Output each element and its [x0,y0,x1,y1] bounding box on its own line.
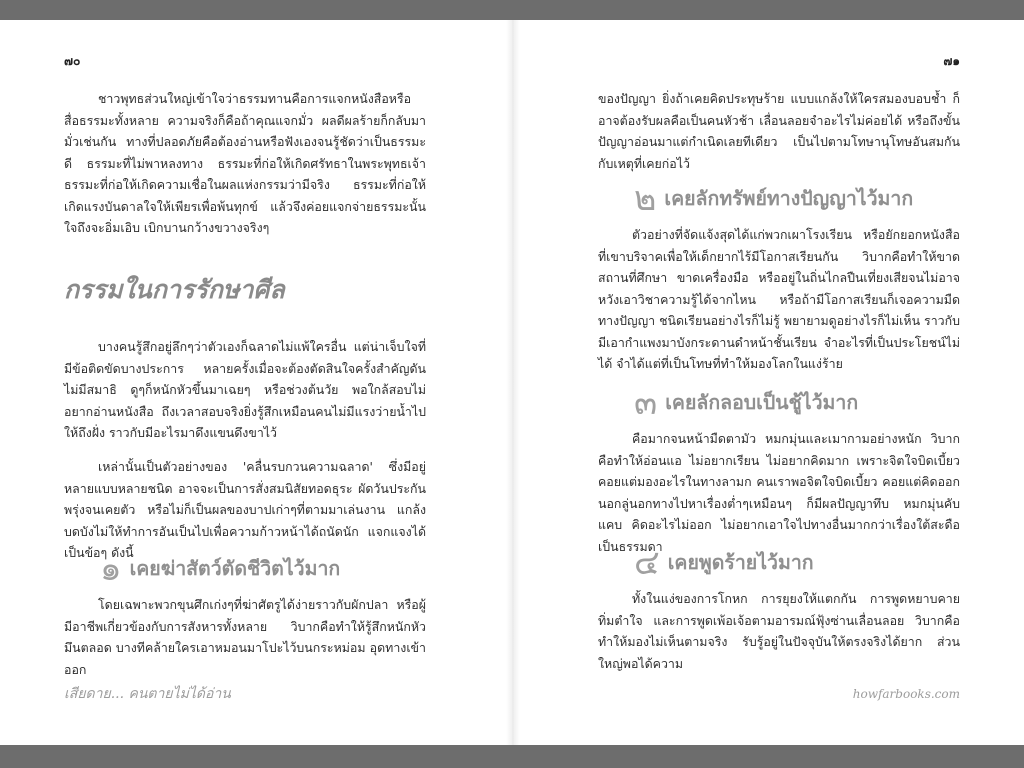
heading-1-number: ๑ [100,549,122,589]
paragraph-left-4: โดยเฉพาะพวกขุนศึกเก่งๆที่ฆ่าศัตรูได้ง่ายราวกับผักปลา หรือผู้มีอาชีพเกี่ยวข้องกับการสังหารทั้งหลาย วิบากคือทำให้รู้สึกหนักหัว มึนตลอด บางทีคล้ายใครเอาหมอนมาโปะไว้บนกระหม่อม อุดทางเข้าออก [64,597,426,677]
heading-3-text: เคยลักลอบเป็นชู้ไว้มาก [665,391,859,415]
paragraph-left-2: บางคนรู้สึกอยู่ลึกๆว่าตัวเองก็ฉลาดไม่แพ้ใครอื่น แต่น่าเจ็บใจที่มีข้อติดขัดบางประการ หลายครั้งเมื่อจะต้องตัดสินใจครั้งสำคัญดันไม่มีสมาธิ ดูๆก็หนักหัวขึ้นมาเฉยๆ หรือช่วงต้นวัย พอใกล้สอบไม่อยากอ่านหนังสือ ถึงเวลาสอบจริงยิ่งรู้สึกเหมือนคนไม่มีแรงว่ายน้ำไปให้ถึงฝั่ง ราวกับมีอะไรมาดึงแขนดึงขาไว้ [64,339,426,440]
heading-2-text: เคยลักทรัพย์ทางปัญญาไว้มาก [664,187,914,211]
page-number-left: ๗๐ [64,54,81,68]
section-title: กรรมในการรักษาศีล [64,275,285,304]
heading-3-number: ๓ [634,383,658,423]
bottom-frame-bar [0,745,1024,768]
heading-3 [634,383,859,423]
heading-4 [634,543,814,583]
page-number-right: ๗๑ [943,54,960,68]
heading-1 [100,549,341,589]
intro-paragraph: ชาวพุทธส่วนใหญ่เข้าใจว่าธรรมทานคือการแจกหนังสือหรือสื่อธรรมะทั้งหลาย ความจริงก็คือถ้าคุณแจกมั่ว ผลดีผลร้ายก็กลับมามั่วเช่นกัน ทางที่ปลอดภัยคือต้องอ่านหรือฟังเองจนรู้ชัดว่าเป็นธรรมะดี ธรรมะที่ไม่พาหลงทาง ธรรมะที่ก่อให้เกิดศรัทธาในพระพุทธเจ้า ธรรมะที่ก่อให้เกิดความเชื่อในผลแห่งกรรมว่ามีจริง ธรรมะที่ก่อให้เกิดแรงบันดาลใจให้เพียรเพื่อพ้นทุกข์ แล้วจึงค่อยแจกจ่ายธรรมะนั้น ใจถึงจะอิ่มเอิบ เบิกบานกว้างขวางจริงๆ [64,91,426,235]
heading-2 [634,179,914,219]
heading-1-text: เคยฆ่าสัตว์ตัดชีวิตไว้มาก [129,557,341,581]
paragraph-left-3: เหล่านั้นเป็นตัวอย่างของ 'คลื่นรบกวนความฉลาด' ซึ่งมีอยู่หลายแบบหลายชนิด อาจจะเป็นการสั่งสมนิสัยทอดธุระ ผัดวันประกันพรุ่งจนเคยตัว หรือไม่ก็เป็นผลของบาปเก่าๆที่ตามมาเล่นงาน แกล้งบดบังไม่ให้ทำการอันเป็นไปเพื่อความก้าวหน้าได้ถนัดนัก แจกแจงได้เป็นข้อๆ ดังนี้ [64,459,426,560]
footer-book-title: เสียดาย... คนตายไม่ได้อ่าน [64,686,231,702]
paragraph-right-3: คือมากจนหน้ามืดตามัว หมกมุ่นและเมากามอย่างหนัก วิบากคือทำให้อ่อนแอ ไม่อยากเรียน ไม่อยากคิดมาก เพราะจิตใจบิดเบี้ยว คอยแต่มองอะไรในทางลามก คนเราพอจิตใจบิดเบี้ยว คอยแต่คิดออกนอกลู่นอกทางไปหาเรื่องต่ำๆเหมือนๆ ก็มีผลปัญญาทึบ หมกมุ่นคับแคบ คิดอะไรไม่ออก ไม่อยากเอาใจไปทางอื่นมากกว่าเรื่องใต้สะดือเป็นธรรมดา [598,431,960,554]
heading-2-number: ๒ [634,179,657,219]
heading-4-text: เคยพูดร้ายไว้มาก [667,551,814,575]
paragraph-right-4: ทั้งในแง่ของการโกหก การยุยงให้แตกกัน การพูดหยาบคายทิ่มตำใจ และการพูดเพ้อเจ้อตามอารมณ์ฟุ้งซ่านเลื่อนลอย วิบากคือทำให้มองไม่เห็นตามจริง รับรู้อยู่ในปัจจุบันให้ตรงจริงได้ยาก ส่วนใหญ่พอได้ความ [598,591,960,671]
paragraph-right-2: ตัวอย่างที่จัดแจ้งสุดได้แก่พวกเผาโรงเรียน หรือยักยอกหนังสือที่เขาบริจาคเพื่อให้เด็กยากไร้มีโอกาสเรียนกัน วิบากคือทำให้ขาดสถานที่ศึกษา ขาดเครื่องมือ หรืออยู่ในถิ่นไกลปืนเที่ยงเสียจนไม่อาจหวังเอาวิชาความรู้ได้จากไหน หรือถ้ามีโอกาสเรียนก็เจอความมืดทางปัญญา ชนิดเรียนอย่างไรก็ไม่รู้ พยายามดูอย่างไรก็ไม่เห็น ราวกับมีเอากำแพงมาบังกระดานดำหน้าชั้นเรียน จำอะไรที่เป็นประโยชน์ไม่ได้ จำได้แต่ที่เป็นโทษที่ทำให้มองโลกในแง่ร้าย [598,227,960,371]
paragraph-right-1: ของปัญญา ยิ่งถ้าเคยคิดประทุษร้าย แบบแกล้งให้ใครสมองบอบช้ำ ก็อาจต้องรับผลคือเป็นคนหัวช้า เลื่อนลอยจำอะไรไม่ค่อยได้ หรือถึงขั้นปัญญาอ่อนมาแต่กำเนิดเลยทีเดียว เป็นไปตามโทษานุโทษอันสมกันกับเหตุที่เคยก่อไว้ [598,91,960,171]
left-page [0,20,512,745]
top-frame-bar [0,0,1024,20]
right-page [512,20,1024,745]
heading-4-number: ๔ [634,543,660,583]
footer-website: howfarbooks.com [852,687,960,701]
